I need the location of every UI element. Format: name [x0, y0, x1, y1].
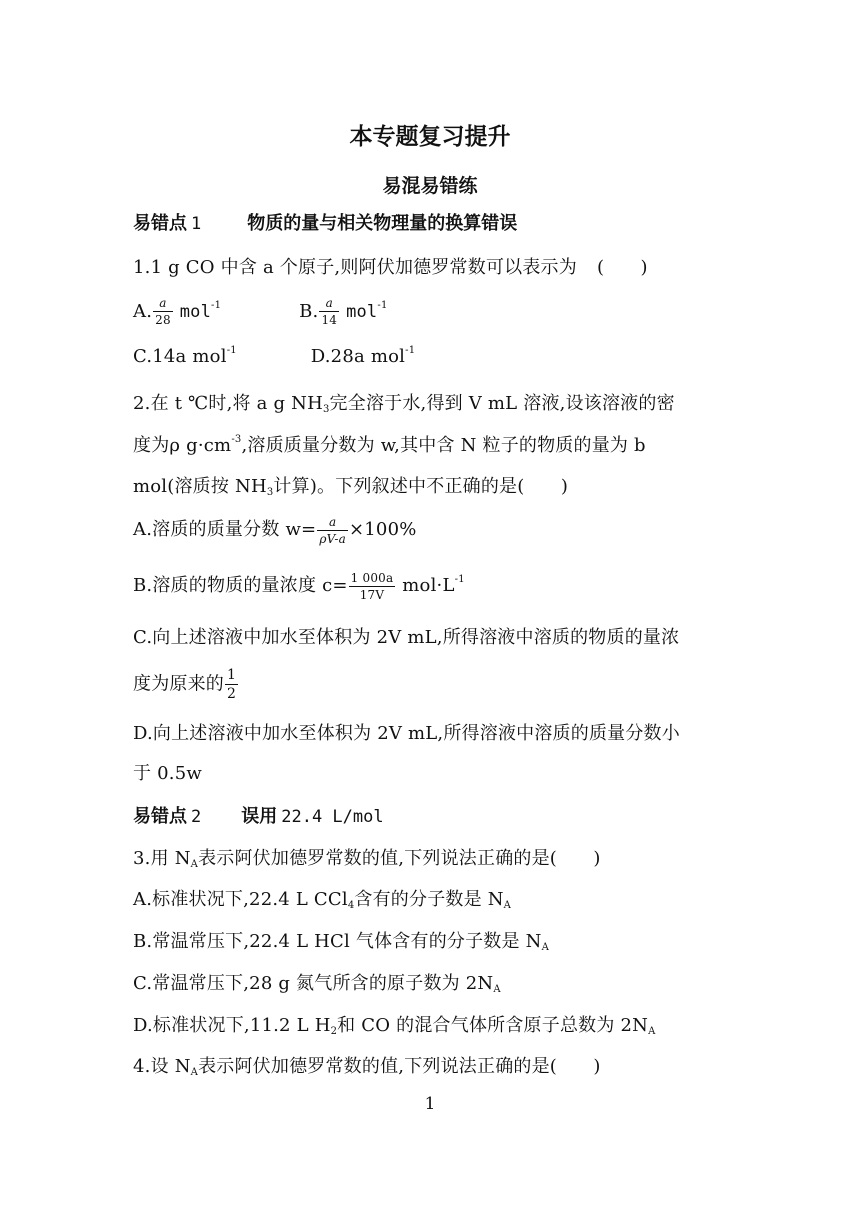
section-title: 物质的量与相关物理量的换算错误: [247, 213, 518, 234]
page-title: 本专题复习提升: [349, 124, 511, 150]
question-2-option-d-line-2: 于 0.5w: [133, 763, 202, 784]
question-3-option-a: A.标准状况下,22.4 L CCl$_4$含有的分子数是 $N_A$: [133, 889, 512, 911]
option-d: D.28a mol$^{-1}$: [310, 345, 416, 367]
question-3-stem: 3.用 $N_A$表示阿伏加德罗常数的值,下列说法正确的是( ): [133, 848, 601, 870]
option-c: C.14a mol$^{-1}$: [133, 345, 237, 367]
section-heading-1: [133, 209, 517, 235]
question-2-stem-line-2: 度为ρ $g\cdot cm^{-3}$,溶质质量分数为 w,其中含 N 粒子的物质的量为 b: [133, 434, 646, 456]
question-1-options-ab: [133, 297, 388, 326]
question-3-option-d: D.标准状况下,11.2 L $H_2$和 CO 的混合气体所含原子总数为 $2N_A$: [133, 1015, 656, 1037]
section-number: 2: [191, 807, 202, 827]
question-2-option-b: B.溶质的物质的量浓度 c= $\frac{1 000a}{17V}$ $mol\cdot L^{-1}$: [133, 570, 465, 602]
fraction: $\frac{a}{28}$: [155, 296, 171, 327]
question-2-option-c-line-1: C.向上述溶液中加水至体积为 2V mL,所得溶液中溶质的物质的量浓: [133, 627, 680, 648]
section-tag: 易错点: [133, 213, 187, 234]
page-subtitle: 易混易错练: [382, 175, 478, 197]
option-a: A. $\frac{a}{28}$ mol$^{-1}$: [133, 296, 222, 327]
question-2-option-d-line-1: D.向上述溶液中加水至体积为 2V mL,所得溶液中溶质的质量分数小: [133, 723, 680, 744]
question-2-option-c-line-2: 度为原来的 $\frac{1}{2}$: [133, 667, 237, 702]
fraction: $\frac{1}{2}$: [227, 667, 237, 702]
section-number: 1: [191, 214, 202, 234]
page-number: 1: [424, 1094, 436, 1114]
option-b: B. $\frac{a}{14}$ mol$^{-1}$: [299, 296, 388, 327]
question-3-option-b: B.常温常压下,22.4 L HCl 气体含有的分子数是 $N_A$: [133, 931, 549, 953]
question-1-stem: 1.1 g CO 中含 a 个原子,则阿伏加德罗常数可以表示为 ( ): [133, 257, 648, 278]
fraction: $\frac{a}{14}$: [321, 296, 338, 327]
section-title: 误用: [241, 806, 278, 827]
section-heading-2: 易错点 2 误用 22.4 L/mol: [133, 806, 384, 827]
question-2-stem-line-3: mol(溶质按 $NH_3$计算)。下列叙述中不正确的是( ): [133, 476, 569, 498]
fraction: $\frac{1 000a}{17V}$: [350, 570, 394, 602]
question-3-option-c: C.常温常压下,28 g 氮气所含的原子数为 $2N_A$: [133, 973, 501, 995]
fraction: $\frac{a}{\rho V-a}$: [319, 514, 346, 546]
question-4-stem: 4.设 $N_A$表示阿伏加德罗常数的值,下列说法正确的是( ): [133, 1056, 601, 1078]
question-2-option-a: A.溶质的质量分数 w= $\frac{a}{\rho V-a}$ ×100%: [133, 514, 417, 546]
question-1-options-cd: [133, 346, 415, 367]
question-2-stem-line-1: 2.在 t ℃时,将 a g $NH_3$完全溶于水,得到 V mL 溶液,设该溶液的密: [133, 393, 675, 415]
section-tag: 易错点: [133, 806, 187, 827]
